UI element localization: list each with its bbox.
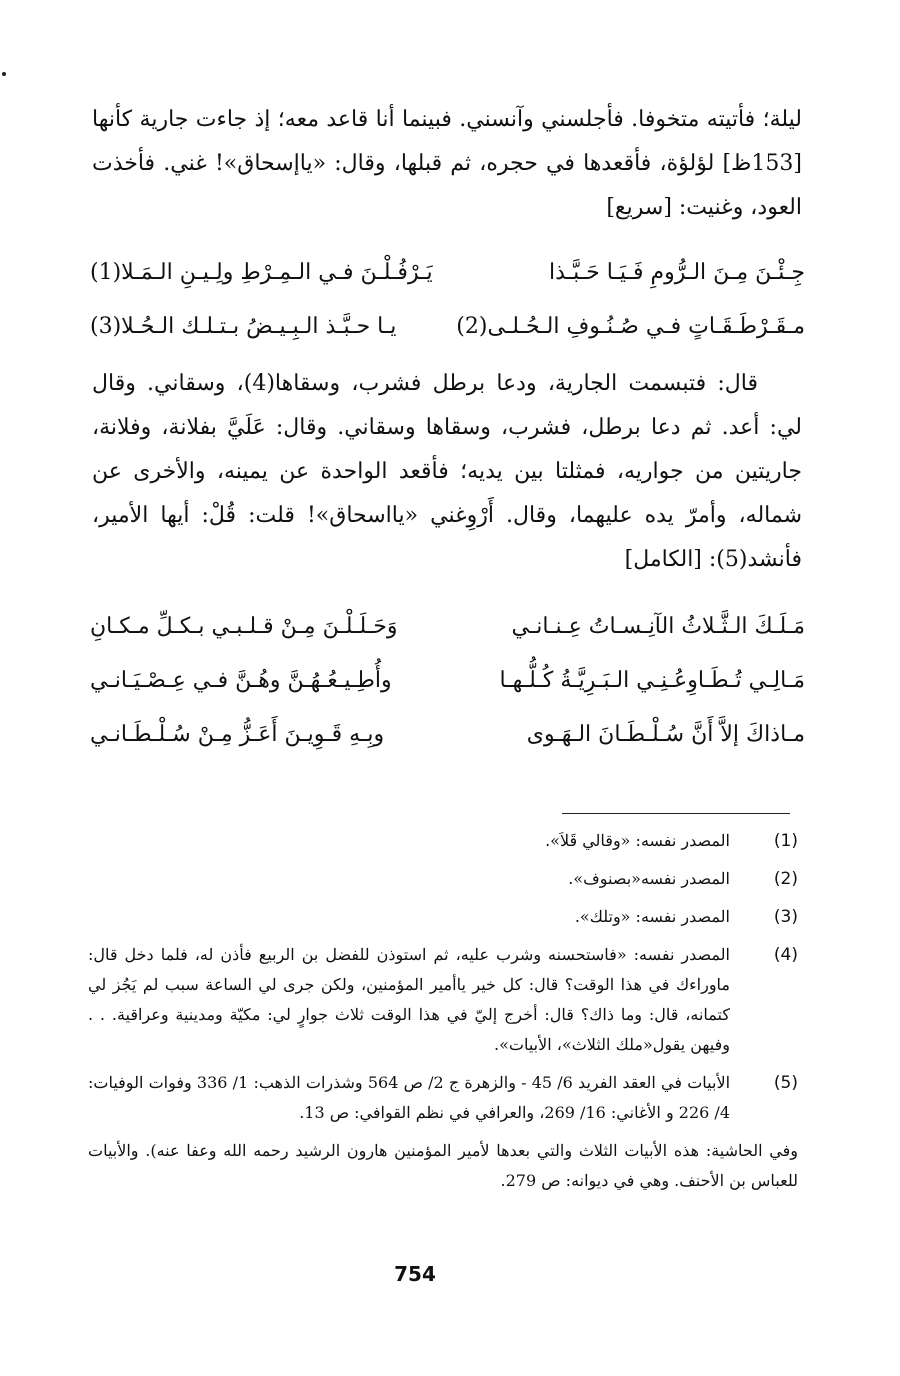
verse-line bbox=[90, 300, 805, 354]
paragraph-1 bbox=[92, 98, 802, 230]
footnote-continuation: وفي الحاشية: هذه الأبيات الثلاث والتي بعدها لأمير المؤمنين هارون الرشيد رحمه الله وعفا عنه). والأبيات للعباس بن الأحنف. وهي في ديوانه: ص 279. bbox=[88, 1141, 798, 1190]
footnote-number: (1) bbox=[773, 831, 798, 851]
verse-hemistich-left: وأُطِـيـعُـهُـنَّ وهُـنَّ فـي عِـصْـيَـانـي bbox=[90, 668, 392, 693]
verse-block-1 bbox=[90, 246, 805, 354]
footnote-text: المصدر نفسه: «وقالي قَلاَ». bbox=[545, 831, 730, 850]
paragraph-2 bbox=[92, 362, 802, 582]
verse-block-2 bbox=[90, 600, 805, 762]
verse-hemistich-right: مَـلَـكَ الـثَّـلاثُ الآنِـسـاتُ عِـنـانـي bbox=[511, 614, 805, 639]
verse-line bbox=[90, 708, 805, 762]
footnote-number: (2) bbox=[773, 869, 798, 889]
verse-hemistich-left: وبِـهِ قَـوِيـنَ أَعَـزُّ مِـنْ سُـلْـطَـانـي bbox=[90, 722, 385, 747]
footnote-text: الأبيات في العقد الفريد 6/ 45 - والزهرة ج 2/ ص 564 وشذرات الذهب: 1/ 336 وفوات الوفيات: 4/ 226 و الأغاني: 16/ 269، والعرافي في نظم القوافي: ص 13. bbox=[88, 1073, 731, 1122]
verse-hemistich-right: مـاذاكَ إلاَّ أَنَّ سُـلْـطَـانَ الـهَـوى bbox=[526, 722, 805, 747]
footnote bbox=[88, 940, 798, 1060]
page-number: 754 bbox=[394, 1262, 436, 1286]
footnote-text: المصدر نفسه: «فاستحسنه وشرب عليه، ثم استوذن للفضل بن الربيع فأذن له، فلما دخل قال: ماوراءك في هذا الوقت؟ قال: كل خير ياأمير المؤمنين، ولكن جرى لي الساعة سبب لم يَجُز لي كتمانه، قال: وما ذاك؟ قال: أخرج إليّ في هذا الوقت ثلاث جوارٍ لي: مكيّة ومدينية وعراقية. . . وفيهن يقول«ملك الثلاث»، الأبيات». bbox=[88, 945, 730, 1054]
verse-line bbox=[90, 600, 805, 654]
verse-hemistich-left: وَحَـلَـلْـنَ مِـنْ قـلـبـي بـكـلِّ مـكـانِ bbox=[90, 614, 398, 639]
footnote bbox=[88, 864, 798, 894]
footnote bbox=[88, 1068, 798, 1128]
paragraph-1-text: ليلة؛ فأتيته متخوفا. فأجلسني وآنسني. فبينما أنا قاعد معه؛ إذ جاءت جارية كأنها [153ظ] لؤلؤة، فأقعدها في حجره، ثم قبلها، وقال: «ياإسحاق»! غني. فأخذت العود، وغنيت: [سريع] bbox=[92, 107, 802, 220]
paragraph-2-text: قال: فتبسمت الجارية، ودعا برطل فشرب، وسقاها(4)، وسقاني. وقال لي: أعد. ثم دعا برطل، فشرب، وسقاها وسقاني. وقال: عَلَيَّ بفلانة، وفلانة، جاريتين من جواريه، فمثلتا بين يديه؛ فأقعد الواحدة عن يمينه، والأخرى عن شماله، وأمرّ يده عليهما، وقال. أَرْوِغني «يااسحاق»! قلت: قُلْ: أيها الأمير، فأنشد(5): [الكامل] bbox=[92, 371, 802, 572]
footnote bbox=[88, 826, 798, 856]
verse-hemistich-right: جِـئْـنَ مِـنَ الـرُّومِ فَـيَـا حَـبَّـذا bbox=[548, 260, 805, 285]
scan-speck bbox=[2, 72, 6, 76]
verse-line bbox=[90, 246, 805, 300]
verse-line bbox=[90, 654, 805, 708]
verse-hemistich-right: مَـالِـي تُـطَـاوِعُـنِـي الـبَـرِيَّـةُ كُـلُّـهـا bbox=[499, 668, 805, 693]
footnote-number: (5) bbox=[773, 1073, 798, 1093]
footnote-number: (3) bbox=[773, 907, 798, 927]
footnote bbox=[88, 902, 798, 932]
verse-hemistich-right: مـقَـرْطَـقَـاتٍ فـي صُـنُـوفِ الـحُـلـى(2) bbox=[456, 314, 805, 339]
footnotes bbox=[88, 826, 798, 1196]
footnote-separator bbox=[562, 813, 790, 814]
verse-hemistich-left: يَـرْفُـلْـنَ فـي الـمِـرْطِ ولِـيـنِ الـمَـلا(1) bbox=[90, 260, 433, 285]
footnote-text: المصدر نفسه«بصنوف». bbox=[568, 869, 730, 888]
verse-hemistich-left: يـا حـبَّـذ الـبِـيـضُ بـتـلـك الـحُـلا(3) bbox=[90, 314, 397, 339]
footnote-number: (4) bbox=[773, 945, 798, 965]
footnote-text: المصدر نفسه: «وتلك». bbox=[574, 907, 730, 926]
